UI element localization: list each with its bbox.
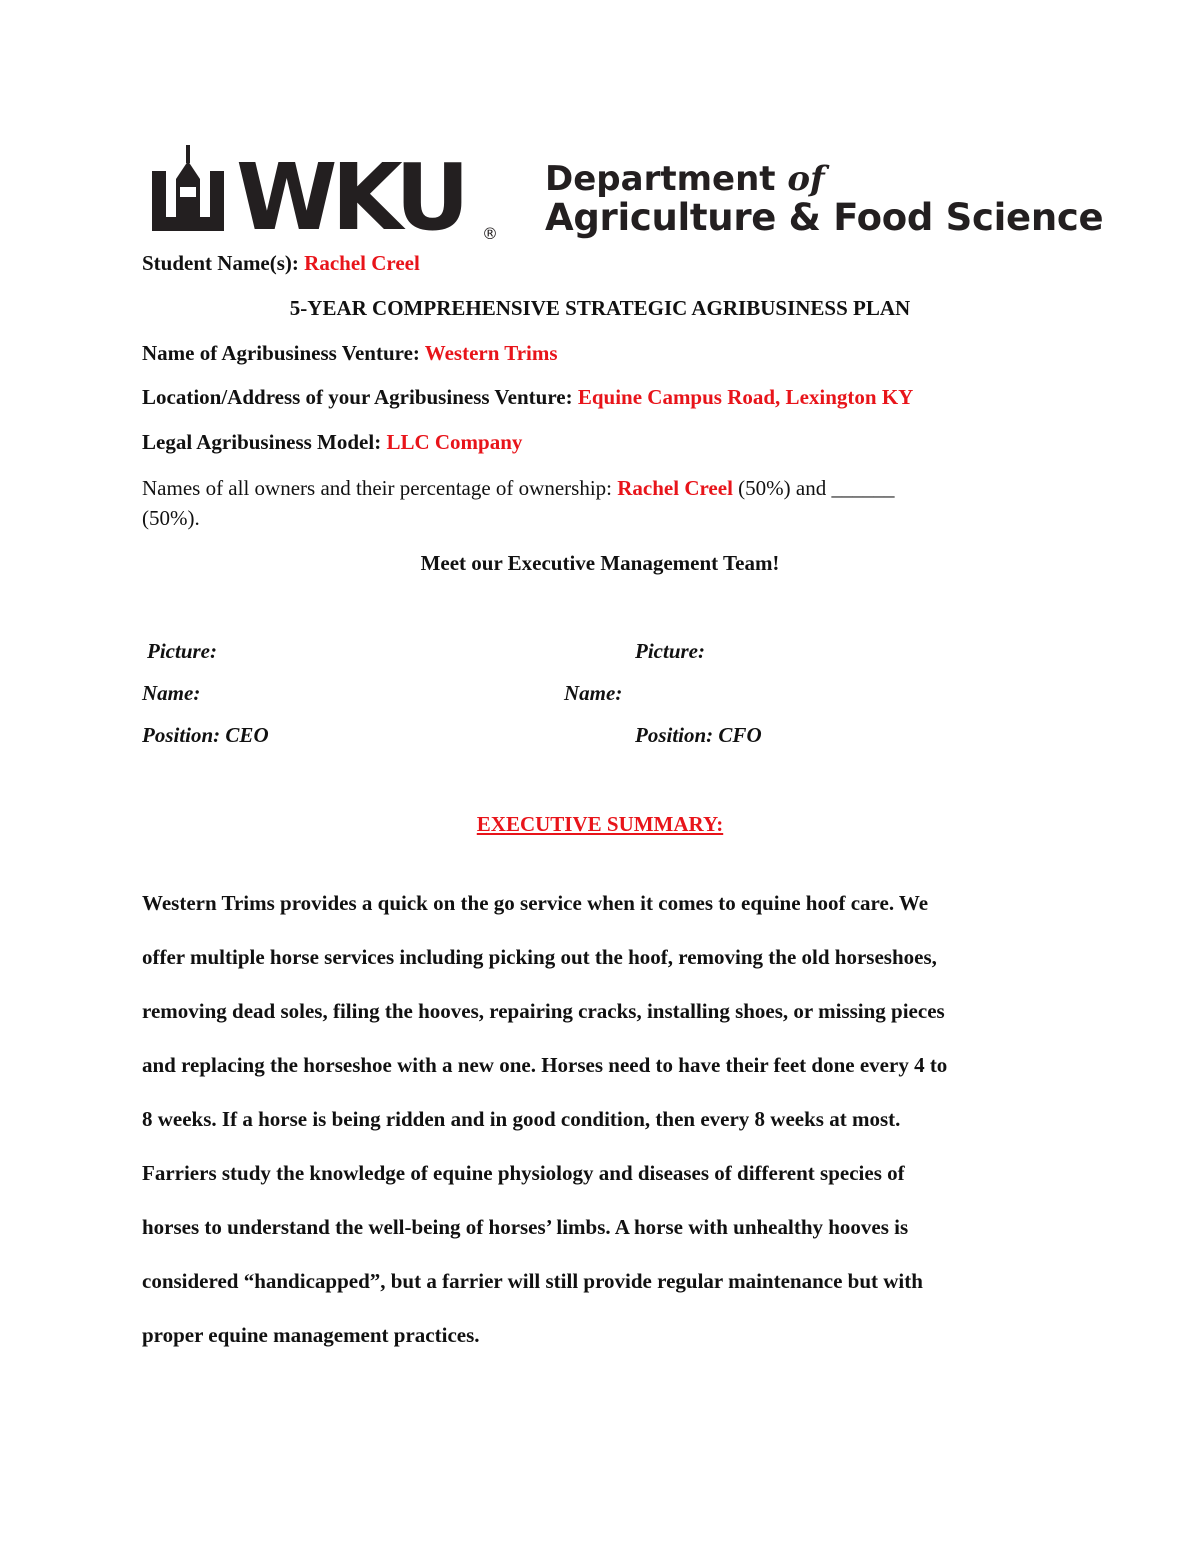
student-name-value: Rachel Creel	[304, 251, 420, 275]
department-title-line1	[545, 159, 825, 199]
left-position-label: Position: CEO	[142, 723, 269, 747]
summary-line: Farriers study the knowledge of equine physiology and diseases of different species of	[142, 1161, 905, 1185]
owners-row	[142, 476, 894, 501]
owners-value: Rachel Creel	[617, 476, 733, 500]
summary-line: horses to understand the well-being of horses’ limbs. A horse with unhealthy hooves is	[142, 1215, 909, 1239]
summary-line: and replacing the horseshoe with a new one. Horses need to have their feet done every 4 to	[142, 1053, 948, 1077]
summary-line: 8 weeks. If a horse is being ridden and in good condition, then every 8 weeks at most.	[142, 1107, 901, 1131]
cupola-icon	[152, 145, 224, 231]
summary-line: proper equine management practices.	[142, 1323, 480, 1347]
summary-line: Western Trims provides a quick on the go service when it comes to equine hoof care. We	[142, 891, 929, 915]
location-value: Equine Campus Road, Lexington KY	[577, 385, 914, 409]
executive-summary-title: EXECUTIVE SUMMARY:	[476, 812, 724, 836]
wku-logo-graphic	[150, 143, 525, 243]
student-name-label: Student Name(s):	[142, 251, 305, 275]
venture-row	[142, 341, 558, 366]
location-row	[142, 385, 913, 410]
venture-value: Western Trims	[424, 341, 558, 365]
summary-line: offer multiple horse services including picking out the hoof, removing the old horseshoes,	[142, 945, 937, 969]
department-word: Department	[545, 159, 788, 199]
owners-row-continued: (50%).	[142, 506, 200, 530]
venture-label: Name of Agribusiness Venture:	[142, 341, 425, 365]
wku-wordmark: WKU	[236, 144, 464, 243]
owners-label: Names of all owners and their percentage of ownership:	[142, 476, 618, 500]
wku-logo	[150, 143, 525, 243]
team-heading: Meet our Executive Management Team!	[420, 551, 780, 575]
right-name-label: Name:	[564, 681, 623, 705]
summary-line: considered “handicapped”, but a farrier will still provide regular maintenance but with	[142, 1269, 923, 1293]
right-position-label: Position: CFO	[635, 723, 762, 747]
executive-summary-heading	[0, 812, 1200, 837]
department-title-line2: Agriculture & Food Science	[545, 196, 1104, 239]
left-picture-label: Picture:	[147, 639, 217, 663]
location-label: Location/Address of your Agribusiness Venture:	[142, 385, 578, 409]
owners-percent: (50%) and ______	[732, 476, 895, 500]
left-name-label: Name:	[142, 681, 201, 705]
department-of-word: of	[787, 159, 825, 199]
legal-model-row	[142, 430, 522, 455]
legal-model-label: Legal Agribusiness Model:	[142, 430, 387, 454]
legal-model-value: LLC Company	[386, 430, 523, 454]
summary-line: removing dead soles, filing the hooves, repairing cracks, installing shoes, or missing pieces	[142, 999, 945, 1023]
student-name-row	[142, 251, 420, 276]
registered-mark: ®	[482, 224, 498, 243]
right-picture-label: Picture:	[635, 639, 705, 663]
executive-summary-body	[142, 876, 1062, 1362]
plan-title: 5-YEAR COMPREHENSIVE STRATEGIC AGRIBUSINESS PLAN	[289, 296, 911, 320]
